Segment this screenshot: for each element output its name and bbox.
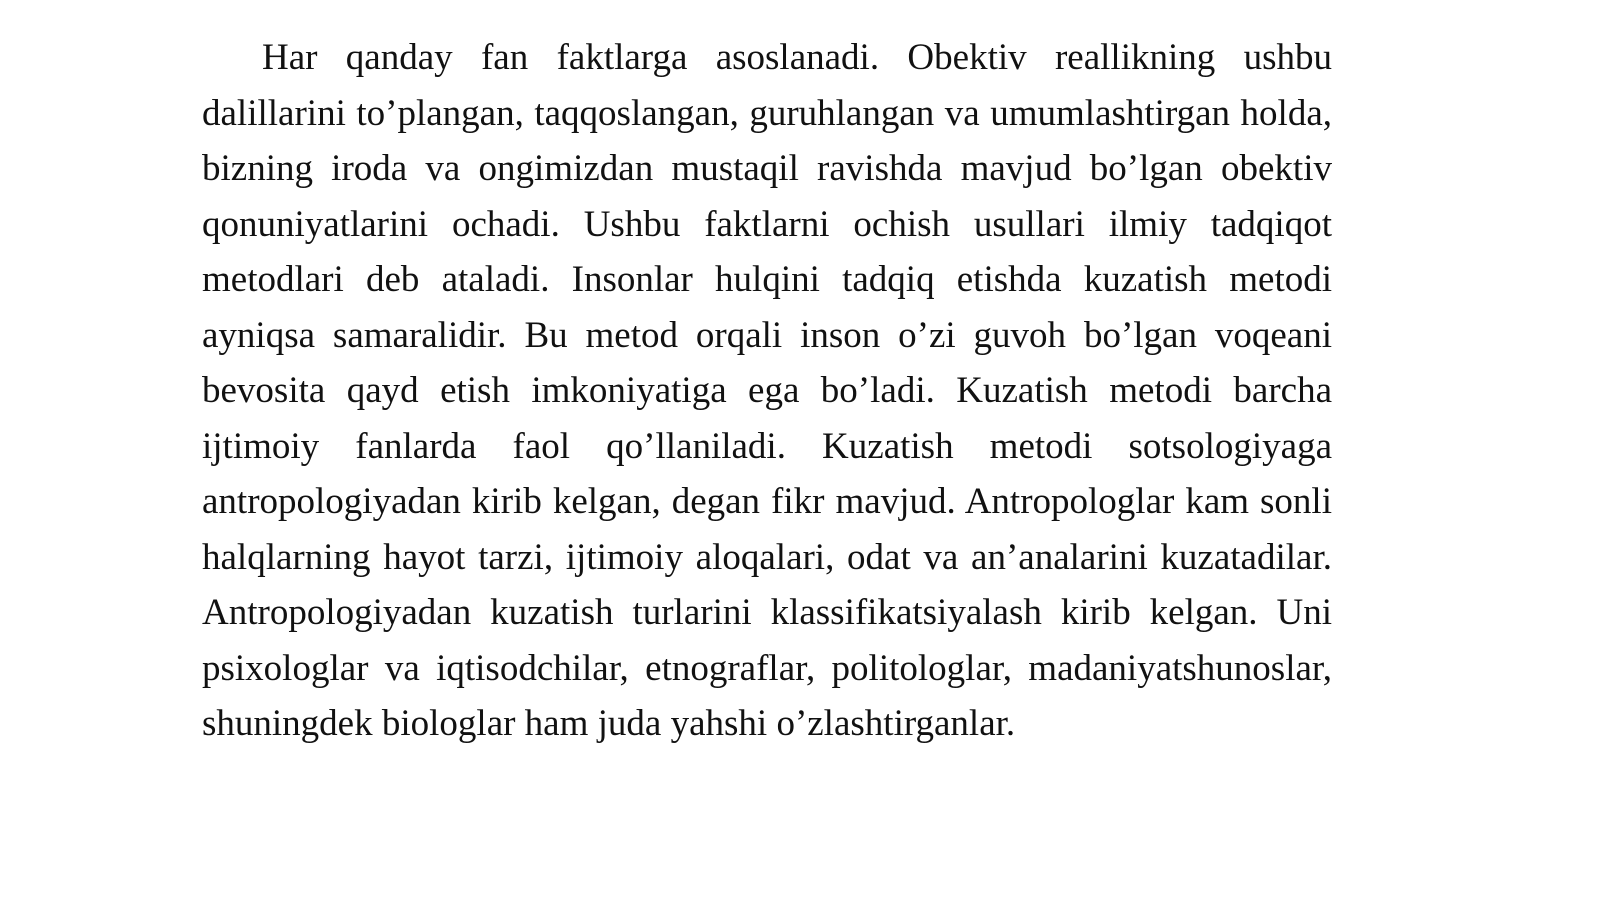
body-paragraph: Har qanday fan faktlarga asoslanadi. Obektiv reallikning ushbu dalillarini to’plangan, taqqoslangan, guruhlangan va umumlashtirgan holda, bizning iroda va ongimizdan mustaqil ravishda mavjud bo’lgan obektiv qonuniyatlarini ochadi. Ushbu faktlarni ochish usullari ilmiy tadqiqot metodlari deb ataladi. Insonlar hulqini tadqiq etishda kuzatish metodi ayniqsa samaralidir. Bu metod orqali inson o’zi guvoh bo’lgan voqeani bevosita qayd etish imkoniyatiga ega bo’ladi. Kuzatish metodi barcha ijtimoiy fanlarda faol qo’llaniladi. Kuzatish metodi sotsologiyaga antropologiyadan kirib kelgan, degan fikr mavjud. Antropologlar kam sonli halqlarning hayot tarzi, ijtimoiy aloqalari, odat va an’analarini kuzatadilar. Antropologiyadan kuzatish turlarini klassifikatsiyalash kirib kelgan. Uni psixologlar va iqtisodchilar, etnograflar, politologlar, madaniyatshunoslar, shuningdek biologlar ham juda yahshi o’zlashtirganlar. <box>202 37 1332 744</box>
